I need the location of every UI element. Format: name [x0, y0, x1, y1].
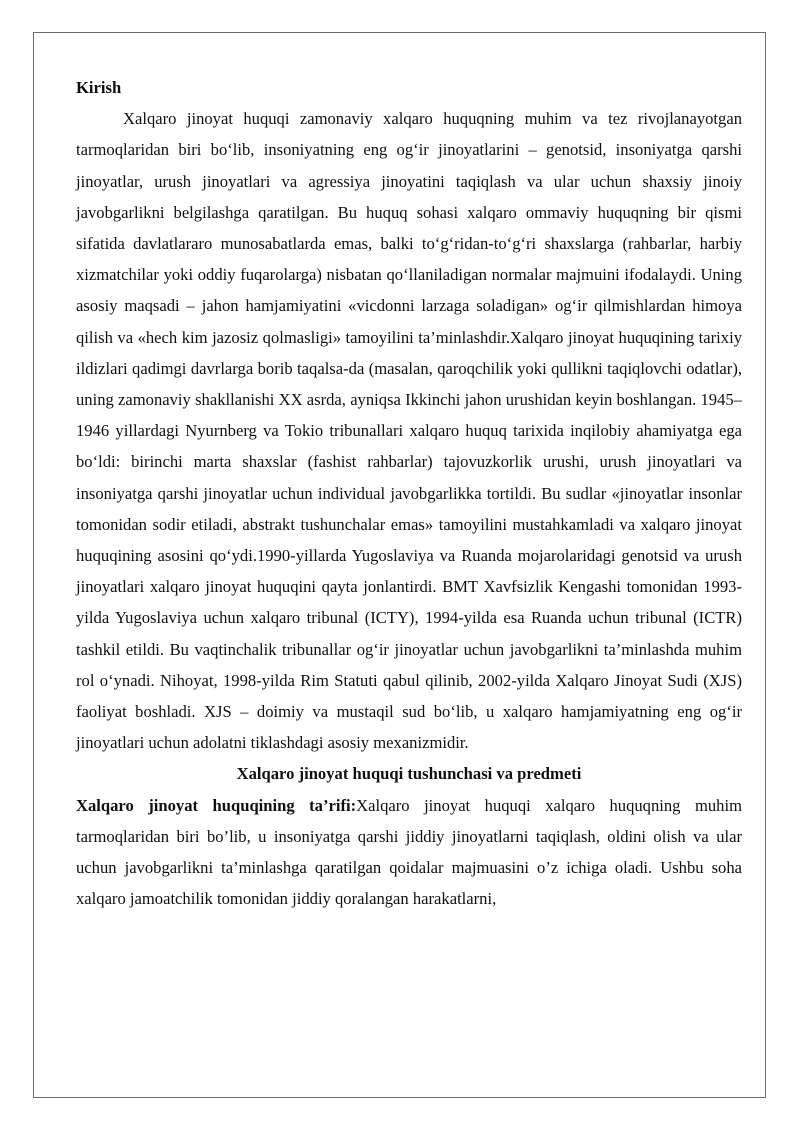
definition-paragraph [76, 790, 742, 915]
definition-text: Xalqaro jinoyat huquqi xalqaro huquqning muhim tarmoqlaridan biri bo’lib, u insoniyatga qarshi jiddiy jinoyatlarni taqiqlash, oldini olish va ular uchun javobgarlikni ta’minlashga qaratilgan qoidalar majmuasini o’z ichiga oladi. Ushbu soha xalqaro jamoatchilik tomonidan jiddiy qoralangan harakatlarni, [76, 795, 742, 909]
document-body [76, 72, 742, 914]
definition-label: Xalqaro jinoyat huquqining ta’rifi: [76, 795, 357, 815]
intro-paragraph: Xalqaro jinoyat huquqi zamonaviy xalqaro huquqning muhim va tez rivojlanayotgan tarmoqlaridan biri bo‘lib, insoniyatning eng og‘ir jinoyatlarini – genotsid, insoniyatga qarshi jinoyatlar, urush jinoyatlari va agressiya jinoyatini taqiqlash va ular uchun shaxsiy jinoiy javobgarlikni belgilashga qaratilgan. Bu huquq sohasi xalqaro ommaviy huquqning bir qismi sifatida davlatlararo munosabatlarda emas, balki to‘g‘ridan-to‘g‘ri shaxslarga (rahbarlar, harbiy xizmatchilar yoki oddiy fuqarolarga) nisbatan qo‘llaniladigan normalar majmuini ifodalaydi. Uning asosiy maqsadi – jahon hamjamiyatini «vicdonni larzaga soladigan» og‘ir qilmishlardan himoya qilish va «hech kim jazosiz qolmasligi» tamoyilini ta’minlashdir.Xalqaro jinoyat huquqining tarixiy ildizlari qadimgi davrlarga borib taqalsa-da (masalan, qaroqchilik yoki qullikni taqiqlovchi odatlar), uning zamonaviy shakllanishi XX asrda, ayniqsa Ikkinchi jahon urushidan keyin boshlangan. 1945–1946 yillardagi Nyurnberg va Tokio tribunallari xalqaro huquq tarixida inqilobiy ahamiyatga ega bo‘ldi: birinchi marta shaxslar (fashist rahbarlar) tajovuzkorlik urushi, urush jinoyatlari va insoniyatga qarshi jinoyatlar uchun individual javobgarlikka tortildi. Bu sudlar «jinoyatlar insonlar tomonidan sodir etiladi, abstrakt tushunchalar emas» tamoyilini mustahkamladi va xalqaro jinoyat huquqining asosini qo‘ydi.1990-yillarda Yugoslaviya va Ruanda mojarolaridagi genotsid va urush jinoyatlari xalqaro jinoyat huquqini qayta jonlantirdi. BMT Xavfsizlik Kengashi tomonidan 1993-yilda Yugoslaviya uchun xalqaro tribunal (ICTY), 1994-yilda esa Ruanda uchun tribunal (ICTR) tashkil etildi. Bu vaqtinchalik tribunallar og‘ir jinoyatlar uchun javobgarlikni ta’minlashda muhim rol o‘ynadi. Nihoyat, 1998-yilda Rim Statuti qabul qilinib, 2002-yilda Xalqaro Jinoyat Sudi (XJS) faoliyat boshladi. XJS – doimiy va mustaqil sud bo‘lib, u xalqaro hamjamiyatning eng og‘ir jinoyatlari uchun adolatni tiklashdagi asosiy mexanizmidir. [76, 109, 742, 753]
intro-heading: Kirish [76, 78, 122, 97]
section-heading: Xalqaro jinoyat huquqi tushunchasi va predmeti [236, 764, 582, 784]
